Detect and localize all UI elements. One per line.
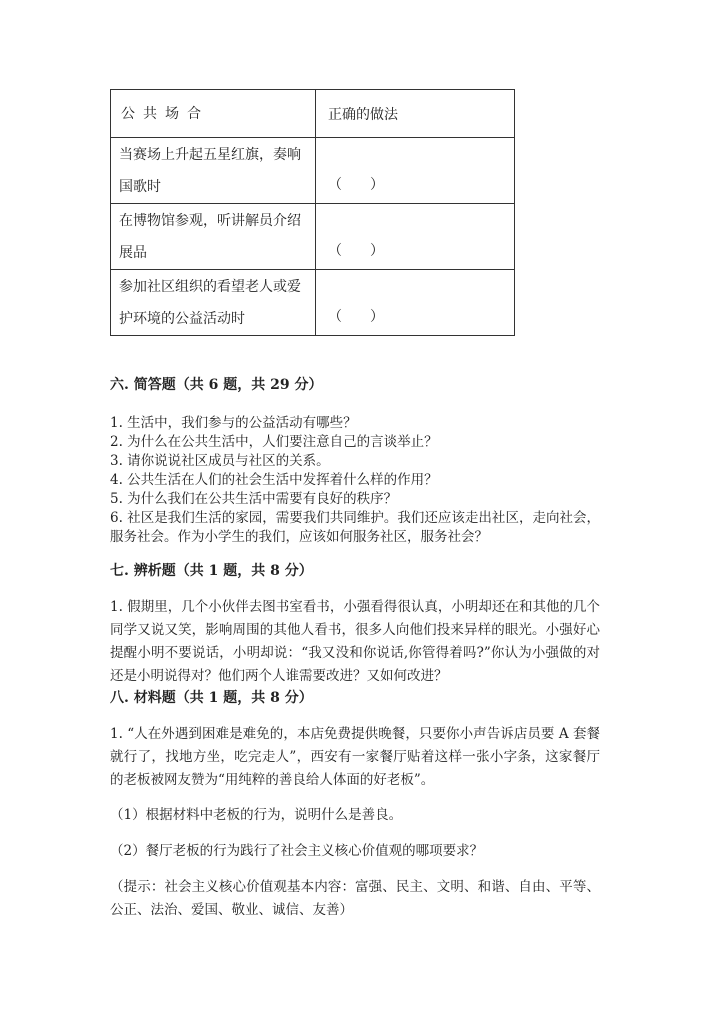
sub-question: （1）根据材料中老板的行为，说明什么是善良。 <box>110 807 403 823</box>
section-title: 六. 简答题（共 6 题，共 29 分） <box>110 377 323 393</box>
section-title: 八. 材料题（共 1 题，共 8 分） <box>110 690 313 706</box>
question-item: 4. 公共生活在人们的社会生活中发挥着什么样的作用？ <box>110 472 438 488</box>
header-scene-label: 公共场合 <box>121 105 209 122</box>
question-item: 3. 请你说说社区成员与社区的关系。 <box>110 453 330 469</box>
practice-table <box>110 89 515 336</box>
header-scene-cell <box>111 90 316 138</box>
hint-text: （提示：社会主义核心价值观基本内容：富强、民主、文明、和谐、自由、平等、公正、法治、爱国、敬业、诚信、友善） <box>110 879 600 918</box>
section-title: 七. 辨析题（共 1 题，共 8 分） <box>110 563 313 579</box>
table-row <box>111 138 515 204</box>
answer-blank[interactable]: （ ） <box>328 242 384 259</box>
question-item: 1. 假期里，几个小伙伴去图书室看书，小强看得很认真，小明却还在和其他的几个同学又说又笑，影响周围的其他人看书，很多人向他们投来异样的眼光。小强好心提醒小明不要说话，小明却说：“我又没和你说话,你管得着吗?”你认为小强做的对还是小明说得对？他们两个人谁需要改进？又如何改进？ <box>110 599 600 684</box>
question-item: 1. 生活中，我们参与的公益活动有哪些？ <box>110 415 357 431</box>
section-material <box>110 687 600 922</box>
question-item: 2. 为什么在公共生活中，人们要注意自己的言谈举止？ <box>110 434 438 450</box>
header-answer-cell <box>316 90 515 138</box>
table-row <box>111 204 515 270</box>
answer-blank[interactable]: （ ） <box>328 176 384 193</box>
sub-question: （2）餐厅老板的行为践行了社会主义核心价值观的哪项要求？ <box>110 843 484 859</box>
answer-cell[interactable] <box>316 270 515 336</box>
section-analysis <box>110 560 600 688</box>
scene-cell: 当赛场上升起五星红旗，奏响国歌时 <box>111 138 316 204</box>
answer-cell[interactable] <box>316 138 515 204</box>
question-item: 6. 社区是我们生活的家园，需要我们共同维护。我们还应该走出社区，走向社会，服务社会。作为小学生的我们，应该如何服务社区，服务社会？ <box>110 510 600 545</box>
table-row <box>111 270 515 336</box>
section-short-answer <box>110 374 600 547</box>
scene-cell: 在博物馆参观，听讲解员介绍展品 <box>111 204 316 270</box>
question-item: 5. 为什么我们在公共生活中需要有良好的秩序？ <box>110 491 398 507</box>
answer-blank[interactable]: （ ） <box>328 308 384 325</box>
scene-cell: 参加社区组织的看望老人或爱护环境的公益活动时 <box>111 270 316 336</box>
header-answer-label: 正确的做法 <box>328 106 398 123</box>
table-header-row <box>111 90 515 138</box>
question-list <box>110 414 600 547</box>
answer-cell[interactable] <box>316 204 515 270</box>
material-text: 1. “人在外遇到困难是难免的，本店免费提供晚餐，只要你小声告诉店员要 A 套餐就行了，找地方坐，吃完走人”，西安有一家餐厅贴着这样一张小字条，这家餐厅的老板被网友赞为“用纯粹的善良给人体面的好老板”。 <box>110 726 600 788</box>
